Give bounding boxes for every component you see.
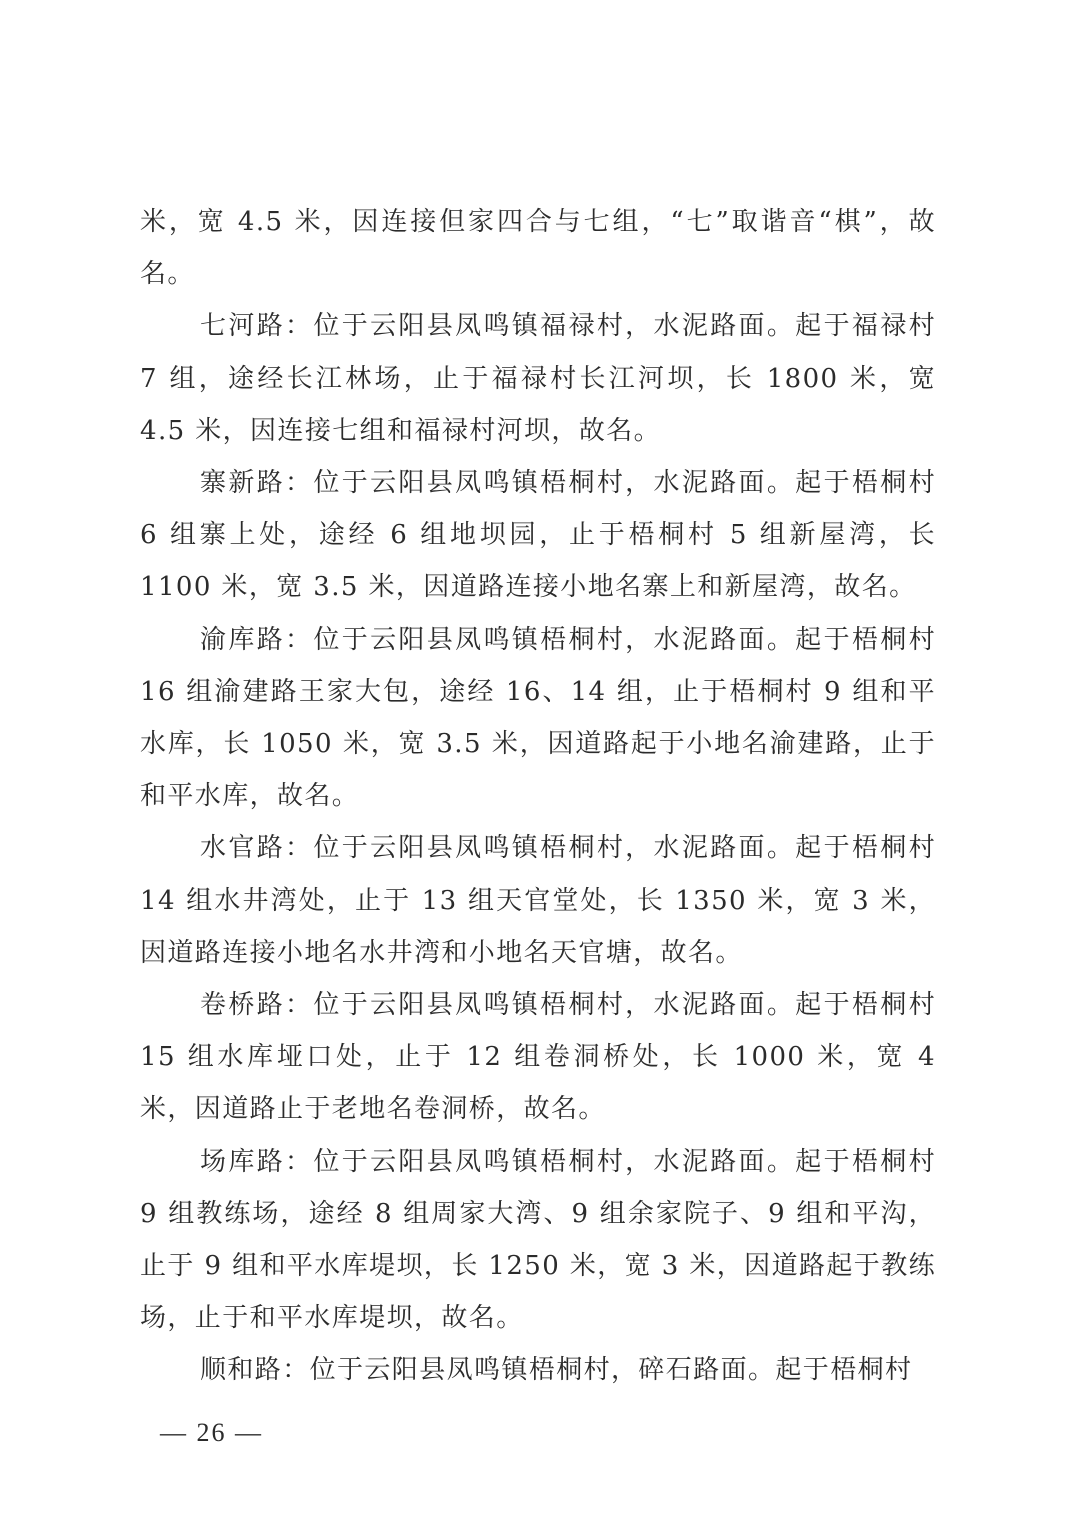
paragraph-yuku-road: 渝库路：位于云阳县凤鸣镇梧桐村，水泥路面。起于梧桐村 16 组渝建路王家大包，途经 16、14 组，止于梧桐村 9 组和平水库，长 1050 米，宽 3.5 米，因道路起于小地名渝建路，止于和平水库，故名。: [140, 624, 936, 812]
page-number: — 26 —: [160, 1418, 263, 1447]
paragraph-zhaixin-road: 寨新路：位于云阳县凤鸣镇梧桐村，水泥路面。起于梧桐村 6 组寨上处，途经 6 组地坝园，止于梧桐村 5 组新屋湾，长 1100 米，宽 3.5 米，因道路连接小地名寨上和新屋湾，故名。: [140, 468, 936, 603]
paragraph-qihe-road: 七河路：位于云阳县凤鸣镇福禄村，水泥路面。起于福禄村 7 组，途经长江林场，止于福禄村长江河坝，长 1800 米，宽 4.5 米，因连接七组和福禄村河坝，故名。: [140, 311, 936, 446]
paragraph-shuiguan-road: 水官路：位于云阳县凤鸣镇梧桐村，水泥路面。起于梧桐村 14 组水井湾处，止于 13 组天官堂处，长 1350 米，宽 3 米，因道路连接小地名水井湾和小地名天官塘，故名。: [140, 833, 936, 968]
body-text: [140, 196, 936, 1397]
paragraph-changku-road: 场库路：位于云阳县凤鸣镇梧桐村，水泥路面。起于梧桐村 9 组教练场，途经 8 组周家大湾、9 组余家院子、9 组和平沟，止于 9 组和平水库堤坝，长 1250 米，宽 3 米，因道路起于教练场，止于和平水库堤坝，故名。: [140, 1146, 936, 1334]
paragraph-juanqiao-road: 卷桥路：位于云阳县凤鸣镇梧桐村，水泥路面。起于梧桐村 15 组水库垭口处，止于 12 组卷洞桥处，长 1000 米，宽 4 米，因道路止于老地名卷洞桥，故名。: [140, 990, 936, 1125]
paragraph-shunhe-road: 顺和路：位于云阳县凤鸣镇梧桐村，碎石路面。起于梧桐村: [200, 1355, 913, 1386]
paragraph-continuation: 米，宽 4.5 米，因连接但家四合与七组，“七”取谐音“棋”，故名。: [140, 207, 936, 290]
